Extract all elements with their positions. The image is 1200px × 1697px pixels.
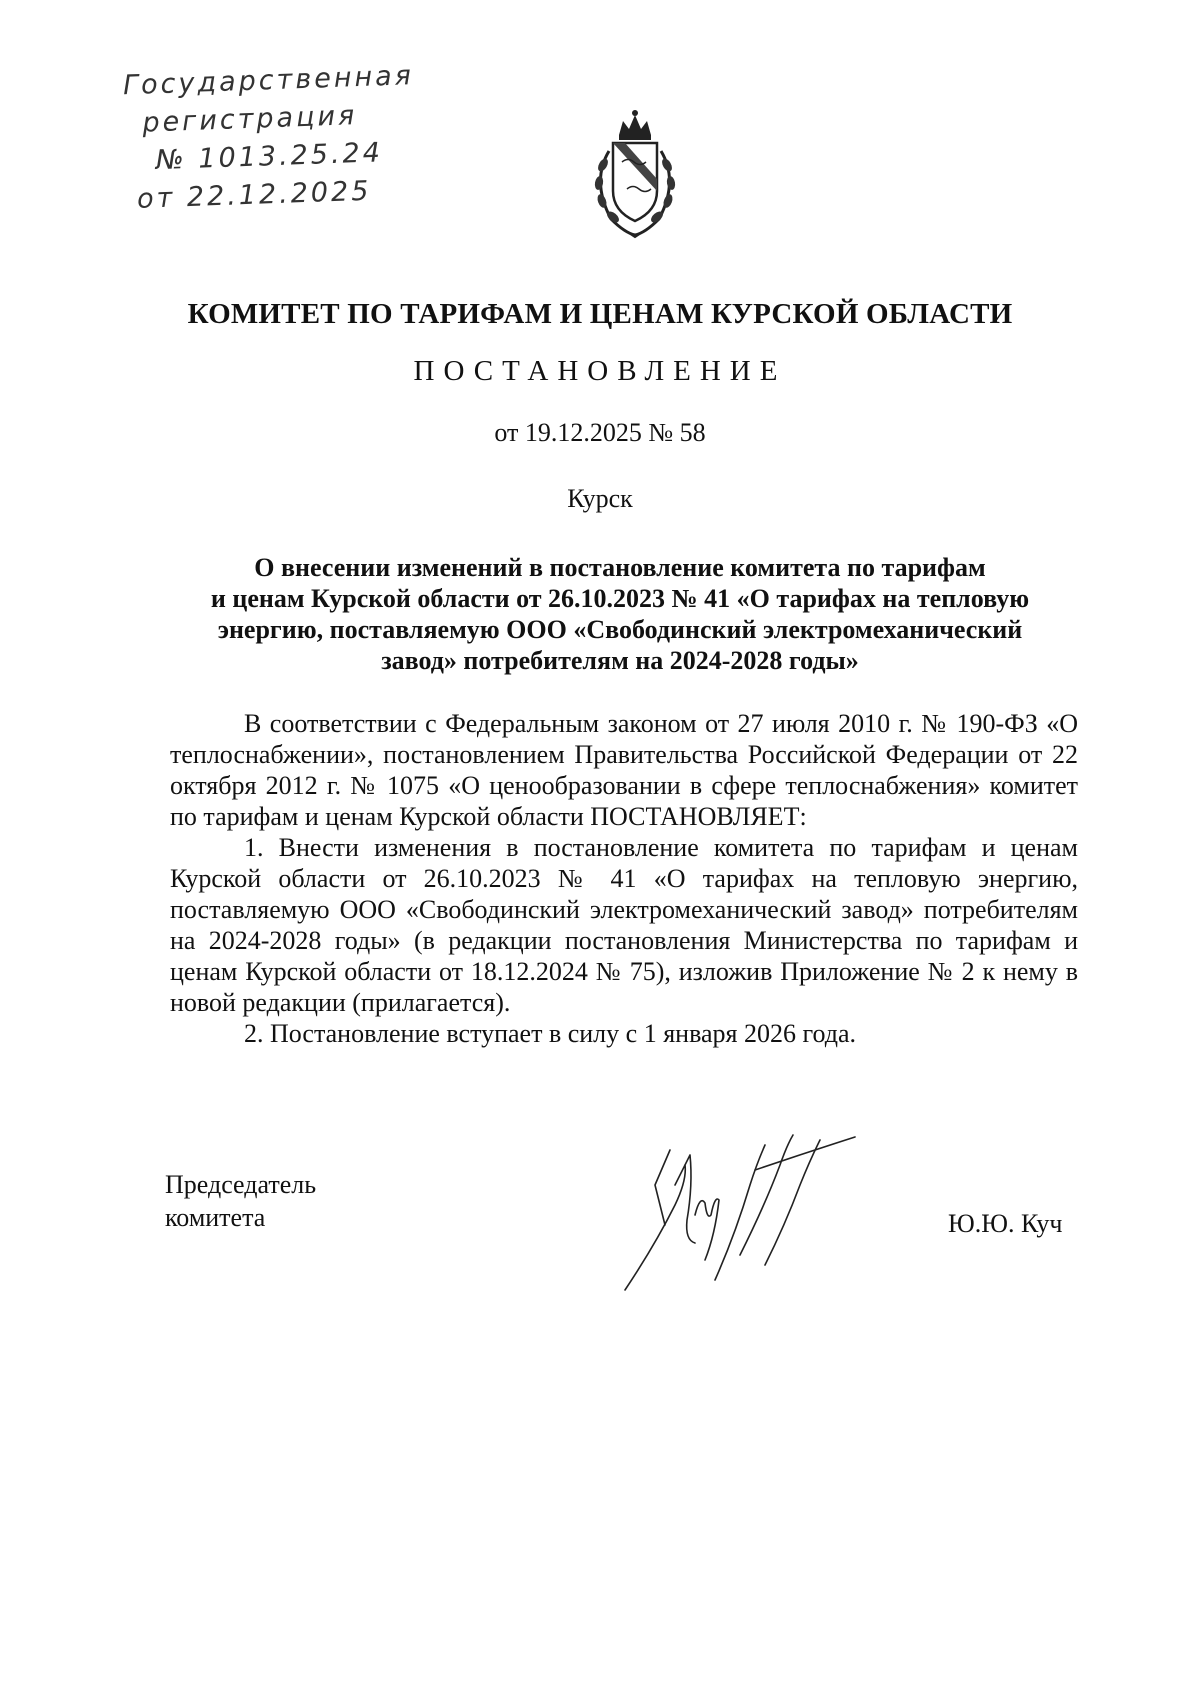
- document-city: Курск: [567, 484, 633, 513]
- subject-line: завод» потребителям на 2024-2028 годы»: [381, 646, 859, 675]
- document-type: ПОСТАНОВЛЕНИЕ: [413, 355, 787, 387]
- registration-note-line: регистрация: [141, 100, 358, 139]
- handwritten-signature-icon: [615, 1125, 895, 1295]
- resolution-item-2: 2. Постановление вступает в силу с 1 января 2026 года.: [244, 1019, 857, 1048]
- resolution-item-1: 1. Внести изменения в постановление комитета по тарифам и ценам Курской области от 26.10.2023 № 41 «О тарифах на тепловую энергию, поставляемую ООО «Свободинский электромеханический завод» потребителям на 2024-2028 годы» (в редакции постановления Министерства по тарифам и ценам Курской области от 18.12.2024 № 75), изложив Приложение № 2 к нему в новой редакции (прилагается).: [170, 833, 1078, 1017]
- registration-note-line: Государственная: [122, 60, 415, 102]
- subject-line: и ценам Курской области от 26.10.2023 № 41 «О тарифах на тепловую: [210, 584, 1030, 613]
- signatory-name: Ю.Ю. Куч: [948, 1209, 1063, 1238]
- preamble-paragraph: В соответствии с Федеральным законом от 27 июля 2010 г. № 190-ФЗ «О теплоснабжении», постановлением Правительства Российской Федерации от 22 октября 2012 г. № 1075 «О ценообразовании в сфере теплоснабжения» комитет по тарифам и ценам Курской области ПОСТАНОВЛЯЕТ:: [170, 709, 1078, 831]
- document-date-number: от 19.12.2025 № 58: [494, 418, 706, 447]
- subject-line: энергию, поставляемую ООО «Свободинский электромеханический: [217, 615, 1023, 644]
- registration-handwritten-note: [122, 57, 427, 219]
- organization-title: КОМИТЕТ ПО ТАРИФАМ И ЦЕНАМ КУРСКОЙ ОБЛАСТИ: [187, 298, 1013, 330]
- position-line: комитета: [165, 1203, 266, 1232]
- signatory-position: [165, 1168, 316, 1234]
- position-line: Председатель: [165, 1170, 317, 1199]
- subject-line: О внесении изменений в постановление комитета по тарифам: [254, 553, 986, 582]
- registration-number: № 1013.25.24: [155, 137, 384, 177]
- coat-of-arms-icon: [575, 105, 695, 245]
- registration-date: от 22.12.2025: [136, 175, 372, 215]
- document-body: [170, 708, 1078, 1049]
- document-subject: [170, 552, 1070, 676]
